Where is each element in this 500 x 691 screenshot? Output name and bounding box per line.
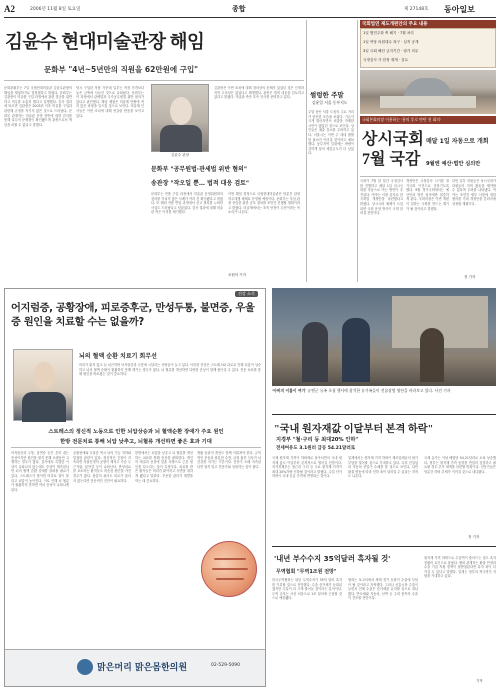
row-label: 1일 범민주화 축 폐기	[363, 31, 397, 35]
trade-headline: '내년 부수수지 35억달러 흑자될 것'	[274, 554, 391, 563]
divider	[11, 447, 261, 448]
portrait-photo	[151, 84, 209, 152]
assembly-photo	[360, 70, 496, 114]
brain-fold	[216, 578, 244, 580]
row-value: 실적 공개	[403, 40, 419, 44]
doctor-face	[33, 362, 55, 390]
article-column: 협회는 보고서에서 세계 경기 둔화가 수출에 부담이 될 것이라고 지적했다. 그러나 신흥시장 수출이 늘면서 전체 수출은 증가세를 유지할 것으로 내다봤다. 반도체와 자동차, 선박 등 주력 품목의 수출이 견조할 전망이다.	[348, 578, 418, 601]
photo-caption: 김윤수 관장	[170, 153, 190, 157]
row-value: 7월 처리	[399, 31, 414, 35]
masthead-rule	[4, 17, 496, 18]
portrait-face	[170, 97, 192, 125]
clinic-logo-icon	[77, 659, 93, 675]
side-head-1: 문화부 "공무원법·관세법 위반 혐의"	[151, 166, 247, 173]
doctor-body	[22, 392, 66, 422]
parliament-subhead: 9월엔 예산·법안 심의만	[426, 161, 481, 167]
person-figure	[342, 318, 370, 382]
ad-headline: 어지럼증, 공황장애, 피로증후군, 만성두통, 불면증, 우울증 원인을 치료할 수는 없을까?	[11, 302, 255, 328]
article-column: 다만 일부 의원들은 상시국회가 의원들의 지역 활동을 제약할 수 있다며 우려를 나타냈다. 여야는 조만간 세부 사항에 대한 협의를 거쳐 개정안을 본회의에 상정할 계획이다.	[452, 179, 496, 206]
byline: 정 기자	[464, 275, 476, 279]
brain-illustration	[201, 541, 257, 597]
article-column: 업계에서는 원자재 가격 하락이 제조업체들의 원가 부담을 덜어줄 것으로 기대하고 있다. 특히 건설업과 자동차 산업이 수혜를 볼 것으로 보인다. 다만 환율 변동에 따라 인하 폭이 달라질 수 있다는 지적도 나온다.	[348, 456, 418, 479]
ad-box-title: 뇌의 혈액 순환 치료기 회무선	[79, 353, 157, 360]
brief-subtitle: 김윤일 서울 동부지도	[312, 100, 348, 105]
portrait-body	[160, 125, 202, 152]
ad-tag: 건강 소식	[235, 291, 258, 297]
doctor-photo	[13, 349, 73, 421]
ad-column: 어지럼증과 두통, 불면증 등은 흔히 겪는 증상이지만 원인을 찾지 못해 오랫동안 고생하는 경우가 많다. 검사에서 특별한 이상이 나타나지 않는데도 증상이 계속된다면 뇌의 혈액 순환 상태를 살펴볼 필요가 있다. 스트레스가 쌓이면 머리로 열이 몰리고 뇌압이 높아진다. 이로 인해 뇌 혈류가 원활하지 못하면 여러 증상이 나타나게 된다.	[11, 451, 69, 492]
article-column: 국제 유가는 이날 배럴당 54.21달러로 소폭 상승했다. 정부는 원자재 가격 동향을 면밀히 점검하고 필요할 경우 추가 대책을 마련할 방침이다. 전문가들은 당분간 하락 추세가 이어질 것으로 내다봤다.	[424, 456, 496, 474]
article-column: 한국무역협회는 내년 무역수지가 35억 달러 흑자를 기록할 것으로 전망했다. 수출 증가세가 둔화되겠지만 수입이 더 크게 줄어들 것이라는 분석이다. 무역 규모는 사상 처음으로 1조 달러에 근접할 것으로 예상됐다.	[272, 578, 342, 601]
assembly-dome	[404, 78, 452, 98]
commodity-headline: "국내 원자재값 이달부터 본격 하락"	[274, 424, 434, 435]
photo-caption	[272, 388, 496, 393]
clinic-phone: 02-529-5090	[211, 663, 241, 668]
table-title: 국회법연 제도개편안의 주요 내용	[360, 20, 496, 28]
ad-column: 공황장애와 우울증 역시 뇌의 기능 저하와 밀접한 관련이 있다. 정신적인 긴장이 지속되면 자율신경의 균형이 깨지고 가슴 두근거림, 불안감 등이 나타난다. 만성피로를 호소하는 환자들도 비슷한 원인을 가진 경우가 많다. 충분히 쉬어도 피로가 풀리지 않는다면 전문적인 진단이 필요하다.	[73, 451, 131, 483]
paper-name: 동아일보	[444, 5, 475, 14]
ad-subhead: 한방 전문치료 통해 뇌압 낮추고, 뇌혈류 개선하면 좋은 효과 기대	[60, 439, 212, 445]
parliament-subhead: 매달 1일 자동으로 개회	[426, 138, 489, 145]
byline: 사진 기자	[434, 388, 451, 393]
ad-intro: 머리가 맑지 않고 늘 피곤하며 어지럼증과 두통에 시달리는 사람들이 늘고 있다. 이러한 증상은 스트레스와 과로로 인해 뇌압이 상승하고 뇌의 혈액 순환이 원활하지 못해 생기는 경우가 많다. 뇌 혈류를 개선하면 다양한 증상이 함께 좋아질 수 있다. 전문 치료를 통해 원인을 바로잡는 것이 중요하다.	[79, 363, 261, 377]
brief-title: 썰렁한 주말	[310, 91, 344, 99]
table-row-3: 3일 국회 해산 금지기간 · 평가 의무	[363, 49, 419, 53]
section-label: 종합	[232, 5, 246, 13]
ad-column: 한방에서는 뇌압을 낮추고 뇌 혈류를 개선하는 치료를 통해 증상을 완화한다. 개인의 체질과 증상에 맞춘 처방으로 근본 원인을 다스리는 것이 특징이다. 치료를 받은 환자들은 머리가 맑아지고 숙면을 취하게 됐다고 말한다. 꾸준한 관리가 재발을 막는 데 중요하다.	[135, 451, 193, 483]
clinic-footer	[5, 649, 265, 686]
reform-table	[360, 28, 496, 68]
row-label: 3일 국회 해산 금지기간	[363, 49, 400, 53]
byline: 기자	[476, 679, 483, 683]
article-column: 원자재 가격 하락으로 수입액이 줄어드는 것도 흑자 전환의 요인으로 꼽혔다. 협회 관계자는 환율 안정과 수출 기업 지원 정책이 뒷받침된다면 흑자 폭이 더 커질 수 있다고 말했다. 업계는 정부의 적극적인 지원을 기대하고 있다.	[424, 556, 496, 579]
row-value: 평가 의무	[403, 49, 419, 53]
side-head-2: 송관장 "작오일 뿐… 법적 대응 검토"	[151, 180, 250, 187]
trade-story	[272, 546, 496, 687]
briefs-column	[308, 20, 356, 282]
art-subhead: 문화부 "4년~5년만의 직원을 62만원에 구입"	[44, 65, 199, 74]
person-figure	[302, 322, 328, 382]
row-value: 검토	[401, 58, 409, 62]
divider	[272, 414, 496, 415]
veterans-photo	[272, 288, 496, 386]
caption-body: 유엔군 유족 초청 행사에 참석한 유가족들이 전몰장병 명단을 바라보고 있다.	[307, 388, 434, 393]
article-column: 당시 구입한 작품 가운데 일부는 적정 가격보다 높은 금액에 사들인 것으로 나타났다. 문화부는 이 과정에서 관세법과 국가공무원법 위반 혐의가 있다고 판단했다. 해임 제청은 미술계 안팎에 적지 않은 파장을 일으킬 것으로 보인다. 미술계 인사들은 이번 조치에 대해 엇갈린 반응을 보이고 있다.	[76, 86, 144, 118]
photo-story	[272, 288, 496, 410]
ad-column: 생활 습관의 개선도 함께 이뤄져야 한다. 규칙적인 운동과 충분한 수면, 균형 잡힌 식사가 뇌 건강을 지키는 기본이다. 증상이 오래 지속된다면 참지 말고 전문가와 상담하는 것이 좋다.	[197, 451, 261, 469]
row-label: 1일 여당 의원대수 복구	[363, 40, 400, 44]
clinic-name: 맑은머리 맑은몸한의원	[97, 663, 188, 673]
row-label: 국정감사 가 한정 재개	[363, 58, 398, 62]
brain-fold	[214, 558, 246, 560]
commodity-subhead: 전세여유도 3.1원러 급등 54.21달러로	[276, 446, 356, 451]
assembly-building	[380, 96, 476, 108]
table-row-4: 국정감사 가 한정 재개 · 검토	[363, 58, 409, 62]
column-divider	[306, 20, 307, 282]
byline: 정 기자	[468, 535, 480, 539]
trade-subhead: 무역협회 "무역1조원 전망"	[276, 569, 337, 575]
brain-fold	[212, 568, 248, 570]
art-museum-story	[4, 20, 304, 282]
parliament-tag: 국회본회의장 이용하는 '통의 후로 탄탄 첫 회의'	[360, 116, 496, 124]
commodity-story	[272, 414, 496, 542]
masthead	[4, 3, 496, 16]
article-column: 국회가 7월 한 달간 국정감사를 진행하고 매달 1일 임시국회를 자동으로 여는 방안이 추진된다. 여야는 이를 골자로 한 국회법 개정안을 마련했다고 밝혔다. 상시국회 체제가 도입되면 국회 운영 방식이 크게 달라질 전망이다.	[360, 179, 403, 216]
table-row-1: 1일 범민주화 축 폐기 · 7월 처리	[363, 31, 414, 35]
caption-head: '아버지 이름이 여기'	[272, 388, 307, 393]
person-figure	[420, 328, 444, 382]
divider	[4, 80, 304, 81]
page-code: A2	[4, 4, 15, 14]
divider	[272, 546, 496, 547]
article-column: 문화관광부는 7일 국립현대미술관 김윤수관장의 해임을 제청하기로 결정했다고 밝혔다. 문화부는 김관장이 미술품 구입 과정에서 관련 법규를 위반하고 직무를 소홀히 했다고 설명했다. 감사 결과에 따르면 김관장은 2003년 이후 미술품 구입과 관련해 규정을 지키지 않은 것으로 드러났다. 문화부 관계자는 미술관 운영 전반에 대한 감사를 통해 다수의 문제점이 확인됐으며 관장으로서 책임을 피할 수 없다고 말했다.	[4, 86, 72, 127]
brief-text: 주말 동안 서울 도심의 주요 거리가 한산한 모습을 보였다. 기온이 크게 떨어지면서 외출을 자제한 시민이 많았던 것으로 보인다. 상인들은 매출 감소를 우려하고 있다. 서울시는 이번 주 내내 쌀쌀한 날씨가 이어질 것이라고 예보했다. 동부지역 일대에는 바람이 강하게 불어 체감온도가 더 낮았다.	[308, 110, 354, 156]
ad-subhead: 스트레스의 정신적 노동으로 인한 뇌압상승과 뇌 혈액순환 장애가 주요 원인	[48, 429, 224, 435]
issue-number: 제 27148호	[404, 7, 429, 12]
column-divider	[357, 20, 358, 282]
health-ad	[4, 288, 266, 687]
article-column: 문화부는 작품 구입 과정에서 미술관 운영위원회의 심의를 거치지 않은 사례가 여러 건 확인됐다고 밝혔다. 또 해외 작품 반입 과정에서 신고 절차를 누락한 사실도 드러났다고 덧붙였다. 감사 결과에 대해 미술관 측은 이의를 제기했다.	[151, 192, 223, 215]
article-column: 이번 해임 결정으로 국립현대미술관은 당분간 관장 직무대행 체제로 운영될 예정이다. 문화부는 후임 관장 선임을 위한 공모 절차를 조만간 진행할 계획이라고 밝혔다. 미술계에서는 조직 안정이 우선이라는 목소리가 나온다.	[228, 192, 300, 215]
article-column: 국제 원자재 가격이 하락세로 돌아서면서 국내 원자재 값도 이달부터 본격적으로 떨어질 전망이다. 지식경제부는 철근과 구리 등 주요 원자재 가격이 최대 20%가량 인하될 것이라고 밝혔다. 수입 단가 하락이 국내 공급 가격에 반영되는 것이다.	[272, 456, 342, 479]
byline: 조원석 기자	[228, 273, 247, 277]
divider	[360, 176, 496, 177]
table-row-2: 1일 여당 의원대수 복구 · 실적 공개	[363, 40, 419, 44]
parliament-story	[360, 20, 496, 282]
article-column: 개정안은 국정감사 시기를 정기국회 이전으로 앞당기도록 했다. 9월 정기국회에서는 예산안과 법안 심의에만 집중하게 된다. 국회의장은 이번 개편이 일하는 국회를 만드는 계기가 될 것이라고 말했다.	[406, 179, 449, 211]
parliament-headline: 상시국회 7월 국감	[362, 131, 424, 168]
issue-date: 2006년 11월 8일 토요일	[30, 7, 81, 12]
article-column: 김관장은 이번 조치에 대해 절차상의 문제가 있었던 것은 인정하지만 고의성은 없었다고 해명했다. 관장은 법적 대응을 검토하고 있다고 밝혔다. 미술관 측은 후속 인사를 준비하고 있다.	[214, 86, 304, 100]
art-headline: 김윤수 현대미술관장 해임	[5, 33, 205, 53]
commodity-subhead: 지경부 "철·구리 등 최대20% 인하"	[276, 437, 359, 443]
